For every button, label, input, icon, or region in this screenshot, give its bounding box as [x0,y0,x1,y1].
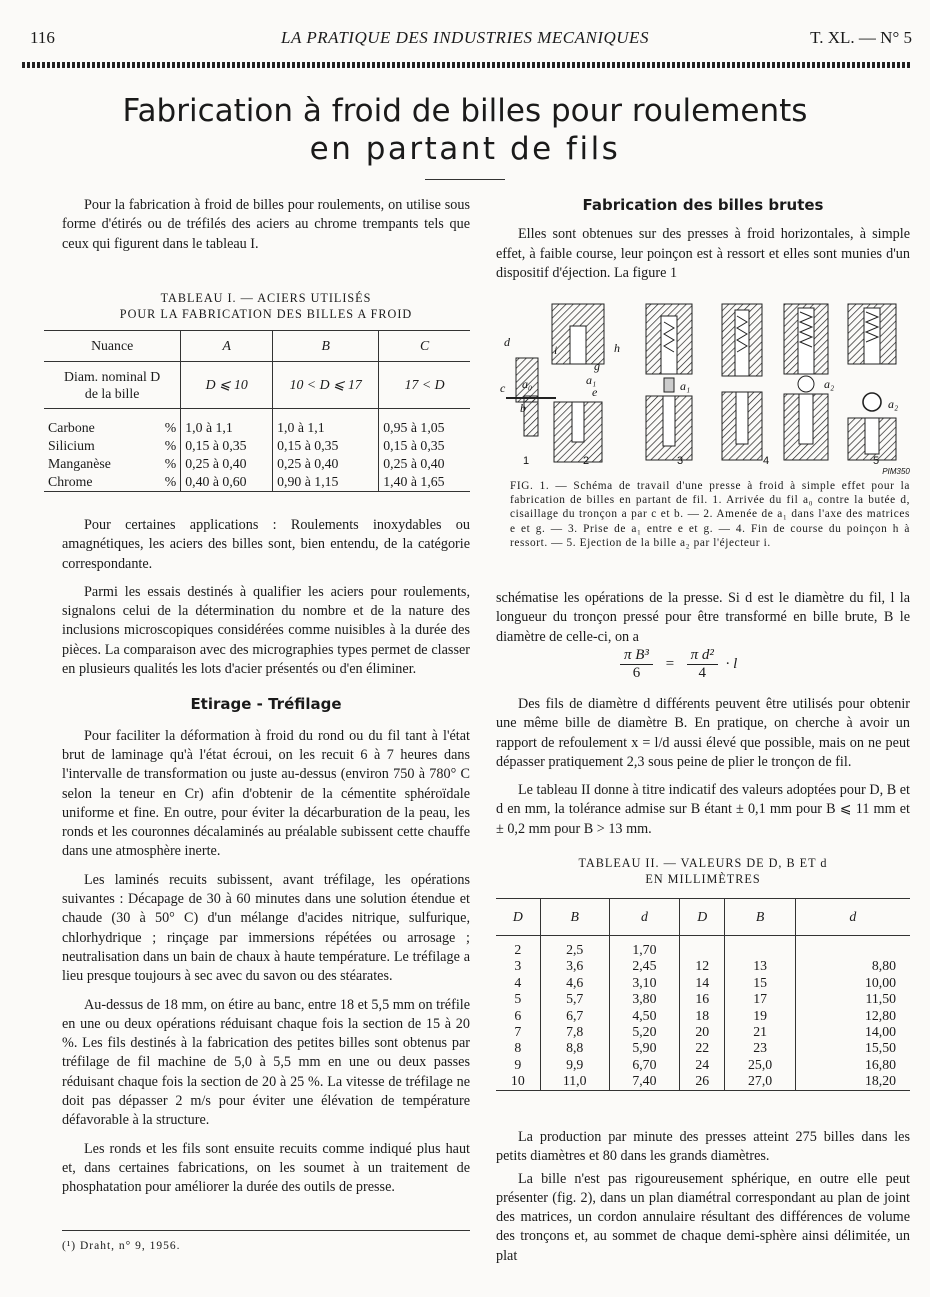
figure-number-3: 3 [676,455,684,467]
table1-unit: % [164,420,177,435]
figure-number-1: 1 [522,455,530,467]
right-bottom [496,1128,910,1275]
table2-cell: 27,0 [725,1073,795,1090]
table2-cell: 25,0 [725,1057,795,1073]
table1-cell: 0,15 à 0,35 [273,437,379,455]
heading-billes-brutes: Fabrication des billes brutes [582,196,824,214]
table-row [496,975,910,991]
table1-cell: 1,40 à 1,65 [379,473,470,492]
paragraph-deformation: Pour faciliter la déformation à froid du rond ou du fil tant à l'état brut de laminage qu'à l'état écroui, on les recuit 6 à 7 heures dans l'intervalle de transformation ou juste au-dessus (environ 750 à 780° C selon la teneur en Cr) afin d'obtenir de la cémentite sphéroïdale uniforme et fine. En outre, pour éviter la décarburation de la peau, les ronds et les couronnes décalaminés au préalable subissent cette chauffe dans une atmosphère inerte. [62,727,470,860]
table1-unit: % [164,438,177,453]
table2-cell: 10,00 [795,975,910,991]
title-line-2: en partant de fils [309,131,621,167]
fig-label: a₁ [586,373,597,387]
article-title [0,92,930,168]
table2-cell: 22 [680,1040,725,1056]
table1-diam-c: 17 < D [379,362,470,409]
paragraph-audessus: Au-dessus de 18 mm, on étire au banc, entre 18 et 5,5 mm on tréfile en une ou deux opérations réduisant chaque fois la section de 15 à 20 %. Les fils destinés à la fabrication des petites billes sont obtenus par tréfilage de fil machine de 5,0 à 5,5 mm en une ou deux passes réduisant chaque fois la section de 20 à 25 %. La vitesse de tréfilage ne doit pas dépasser 2 m/s pour éviter une élévation de température défavorable à la structure. [62,996,470,1129]
table2-cell: 4 [514,974,522,990]
table2-cell: 24 [680,1057,725,1073]
issue-number: T. XL. — N° 5 [810,28,912,47]
table-row [496,942,910,958]
figure-1-press-diagram [496,296,910,474]
table-row [496,1008,910,1024]
formula-lhs-num: π B³ [620,647,653,665]
table2-cell: 8 [514,1040,522,1056]
fig-label: d [504,335,510,349]
table1-cell: 0,40 à 0,60 [181,473,273,492]
table2-cell: 18 [680,1008,725,1024]
table-row [496,1057,910,1073]
table2-cell: 9 [514,1056,522,1072]
table-row [496,991,910,1007]
table1-unit: % [164,474,177,489]
figure-number-4: 4 [762,455,770,467]
table1-cell: 1,0 à 1,1 [181,419,273,437]
stage-4-drawing [784,304,828,460]
paragraph-ronds: Les ronds et les fils sont ensuite recuits comme indiqué plus haut et, dans certaines fabrications, on les soumet à un traitement de phosphatation pour améliorer la durée des outils de presse. [62,1140,470,1196]
table1-cell: 0,90 à 1,15 [273,473,379,492]
fig-label: h [614,341,620,355]
fig-label: i [554,343,558,357]
table2-cell: 5,90 [609,1040,679,1056]
table1-cell: 0,15 à 0,35 [379,437,470,455]
right-mid [496,589,910,656]
table2-cell: 11,50 [795,991,910,1007]
table1-cell: 1,0 à 1,1 [273,419,379,437]
paragraph-applications: Pour certaines applications : Roulements inoxydables ou amagnétiques, les aciers des billes sont, bien entendu, de la catégorie correspondante. [62,517,470,572]
table1-caption [62,290,470,322]
table-row [44,455,470,473]
table-row [496,1073,910,1090]
table2-cell: 3 [514,958,522,974]
right-top [496,196,910,292]
table2-caption-line1: TABLEAU II. — VALEURS DE D, B ET d [578,856,828,870]
paragraph-production: La production par minute des presses atteint 275 billes dans les petits diamètres et 80 dans les grands diamètres. [496,1129,910,1165]
table2-cell: 3,10 [609,975,679,991]
table2-cell: 12 [680,958,725,974]
table2-cell: 15 [725,975,795,991]
figure-number-5: 5 [872,455,880,467]
stage-3-drawing [722,304,762,460]
table-row [44,437,470,455]
table1-element: Manganèse [48,456,111,471]
paragraph-diametres: Des fils de diamètre d différents peuvent être utilisés pour obtenir une même bille de diamètre B. En pratique, on cherche à avoir un rapport de refoulement x = l/d aussi élevé que possible, mais on ne peut dépasser pratiquement 2,3 sous peine de plier le tronçon de fil. [496,696,910,770]
table2-cell: 20 [680,1024,725,1040]
table2-cell: 7,8 [540,1024,609,1040]
journal-title: LA PRATIQUE DES INDUSTRIES MECANIQUES [281,28,649,47]
table2-cell: 19 [725,1008,795,1024]
paragraph-presses: Elles sont obtenues sur des presses à froid horizontales, à simple effet, à faible course, leur poinçon est à ressort et elles sont munies d'un dispositif d'éjection. La figure 1 [496,226,910,281]
table2-cell: 5,20 [609,1024,679,1040]
table2-cell: 10 [496,1073,540,1090]
table2-cell: 1,70 [609,942,679,958]
table2-cell: 26 [680,1073,725,1090]
paragraph-lamines: Les laminés recuits subissent, avant tréfilage, les opérations suivantes : Décapage de 30 à 60 minutes dans une solution étendue et chaude (30 à 50° C) d'un mélange d'acides nitrique, sulfurique, chlorhydrique ; rinçage par immersions répétées ou arrosage ; neutralisation dans un bain de chaux à haute température. Le tréfilage a lieu presque toujours à sec avec du savon ou des stéarates. [62,871,470,985]
table-row [44,473,470,492]
table1-element: Silicium [48,438,95,453]
table-row [44,419,470,437]
table2-cell: 16 [680,991,725,1007]
left-body [62,516,470,1207]
figure-1-caption: FIG. 1. — Schéma de travail d'une presse à froid à simple effet pour la fabrication de billes en partant de fil. 1. Arrivée du fil a₀ contre la butée d, cisaillage du tronçon a par c et b. — 2. Amenée de a₁ dans l'axe des matrices e et g. — 3. Prise de a₁ entre e et g. — 4. Fin de course du poinçon h à ressort. — 5. Ejection de la bille a₂ par l'éjecteur i. [510,480,910,549]
table2-cell: 17 [725,991,795,1007]
table2-cell: 3,6 [540,958,609,974]
table2-cell: 14,00 [795,1024,910,1040]
heading-etirage: Etirage - Tréfilage [190,695,342,714]
fig-label: g [594,359,600,373]
figure-ref: PIM350 [882,467,910,474]
table2-cell: 4,50 [609,1008,679,1024]
table2-cell: 13 [725,958,795,974]
table1-caption-line2: POUR LA FABRICATION DES BILLES A FROID [119,307,413,321]
table2-cell: 16,80 [795,1057,910,1073]
table2-cell: 6,7 [540,1008,609,1024]
table1-cell: 0,25 à 0,40 [379,455,470,473]
page-number: 116 [30,28,55,47]
fig-label: a₀ [522,377,533,391]
table1-cell: 0,25 à 0,40 [273,455,379,473]
table2-header: d [609,899,679,936]
table1-header-nuance: Nuance [44,331,181,362]
table1-diam-label [44,362,181,409]
table2-cell: 8,80 [795,958,910,974]
table2-cell: 2,45 [609,958,679,974]
paragraph-essais: Parmi les essais destinés à qualifier les aciers pour roulements, signalons celui de la détermination du nombre et de la nature des inclusions microscopiques considérées comme nuisibles à la durée des pièces. La comparaison avec des micrographies types permet de classer en plusieurs qualités les lots d'acier présentés ou d'en éliminer. [62,583,470,678]
table2-header: B [725,899,795,936]
fig-label: a₂ [824,377,835,391]
fig-label: c [500,381,506,395]
running-header [0,28,930,58]
formula-rhs-den: 4 [698,665,706,681]
table2-cell: 23 [725,1040,795,1056]
table1-element: Chrome [48,474,93,489]
table1-diam-b: 10 < D ⩽ 17 [273,362,379,409]
table2-header: B [540,899,609,936]
table2-caption-line2: EN MILLIMÈTRES [645,872,761,886]
table2-header: D [680,899,725,936]
formula-tail: · l [725,656,738,672]
table2-cell: 6,70 [609,1057,679,1073]
table2-body [496,942,910,1090]
footnote-rule [62,1230,470,1231]
table-row [496,958,910,974]
table2-cell: 7,40 [609,1073,679,1090]
table2-cell: 21 [725,1024,795,1040]
table2-cell: 7 [514,1024,522,1040]
table2-cell: 3,80 [609,991,679,1007]
table2-cell: 4,6 [540,975,609,991]
table1-diam-a: D ⩽ 10 [181,362,273,409]
formula-rhs-num: π d² [687,647,718,665]
figure-number-2: 2 [582,455,590,467]
table2-cell [680,942,725,958]
table2-cell: 5 [514,991,522,1007]
table2-cell: 2,5 [540,942,609,958]
table2-cell: 5,7 [540,991,609,1007]
fig-label: a₁ [680,379,691,393]
table2-cell: 18,20 [795,1073,910,1090]
table1-cell: 0,15 à 0,35 [181,437,273,455]
volume-formula: $\frac{\text{π B³}}{6}$ = $\frac{\text{π d²}}{4}$ · l [620,647,737,682]
table1-steels [44,330,470,492]
table1-cell: 0,95 à 1,05 [379,419,470,437]
table1-header-c: C [379,331,470,362]
table1-diam-label-2: de la bille [84,386,140,401]
table1-caption-line1: TABLEAU I. — ACIERS UTILISÉS [160,291,372,305]
table2-cell [725,942,795,958]
table2-header: D [496,899,540,936]
table1-element: Carbone [48,420,95,435]
table1-header-a: A [181,331,273,362]
fig-label: a₂ [888,397,899,411]
intro-paragraph: Pour la fabrication à froid de billes pour roulements, on utilise sous forme d'étirés ou de tréfilés des aciers au chrome trempants tels que ceux qui figurent dans le tableau I. [62,197,470,252]
paragraph-schematise: schématise les opérations de la presse. Si d est le diamètre du fil, l la longueur du tronçon pressé pour être transformé en bille brute, B le diamètre de celle-ci, on a [496,590,910,645]
fig-label: b [520,401,526,415]
table1-header-b: B [273,331,379,362]
table2-cell: 11,0 [540,1073,609,1090]
table2-cell: 8,8 [540,1040,609,1056]
fig-label: e [592,385,598,399]
intro-block [62,196,470,263]
paragraph-tableau2: Le tableau II donne à titre indicatif des valeurs adoptées pour D, B et d en mm, la tolérance admise sur B étant ± 0,1 mm pour B ⩽ 11 mm et ± 0,2 mm pour B > 13 mm. [496,782,910,837]
table2-header: d [795,899,910,936]
table1-cell: 0,25 à 0,40 [181,455,273,473]
footnote: (¹) Draht, n° 9, 1956. [62,1240,181,1252]
right-body [496,695,910,848]
title-line-1: Fabrication à froid de billes pour roulements [122,93,808,129]
title-underline [425,179,505,180]
table2-cell: 12,80 [795,1008,910,1024]
table2-cell: 6 [514,1007,522,1023]
table1-diam-label-1: Diam. nominal D [64,369,161,384]
table2-cell [795,942,910,958]
table-row [496,1040,910,1056]
table-row [496,1024,910,1040]
table2-cell: 9,9 [540,1057,609,1073]
table2-caption [496,855,910,887]
header-dotted-rule [22,62,910,68]
table2-cell: 2 [514,942,522,957]
table2-values [496,898,910,1091]
table1-unit: % [164,456,177,471]
table2-cell: 14 [680,975,725,991]
formula-lhs-den: 6 [632,665,641,681]
table2-cell: 15,50 [795,1040,910,1056]
stage-5-drawing [848,304,899,460]
paragraph-bille: La bille n'est pas rigoureusement sphérique, en outre elle peut présenter (fig. 2), dans un plan diamétral correspondant au plan de joint des matrices, un cordon annulaire résultant des différences de volume des tronçons et, au sommet de chaque demi-sphère ainsi délimitée, un plat [496,1170,910,1264]
